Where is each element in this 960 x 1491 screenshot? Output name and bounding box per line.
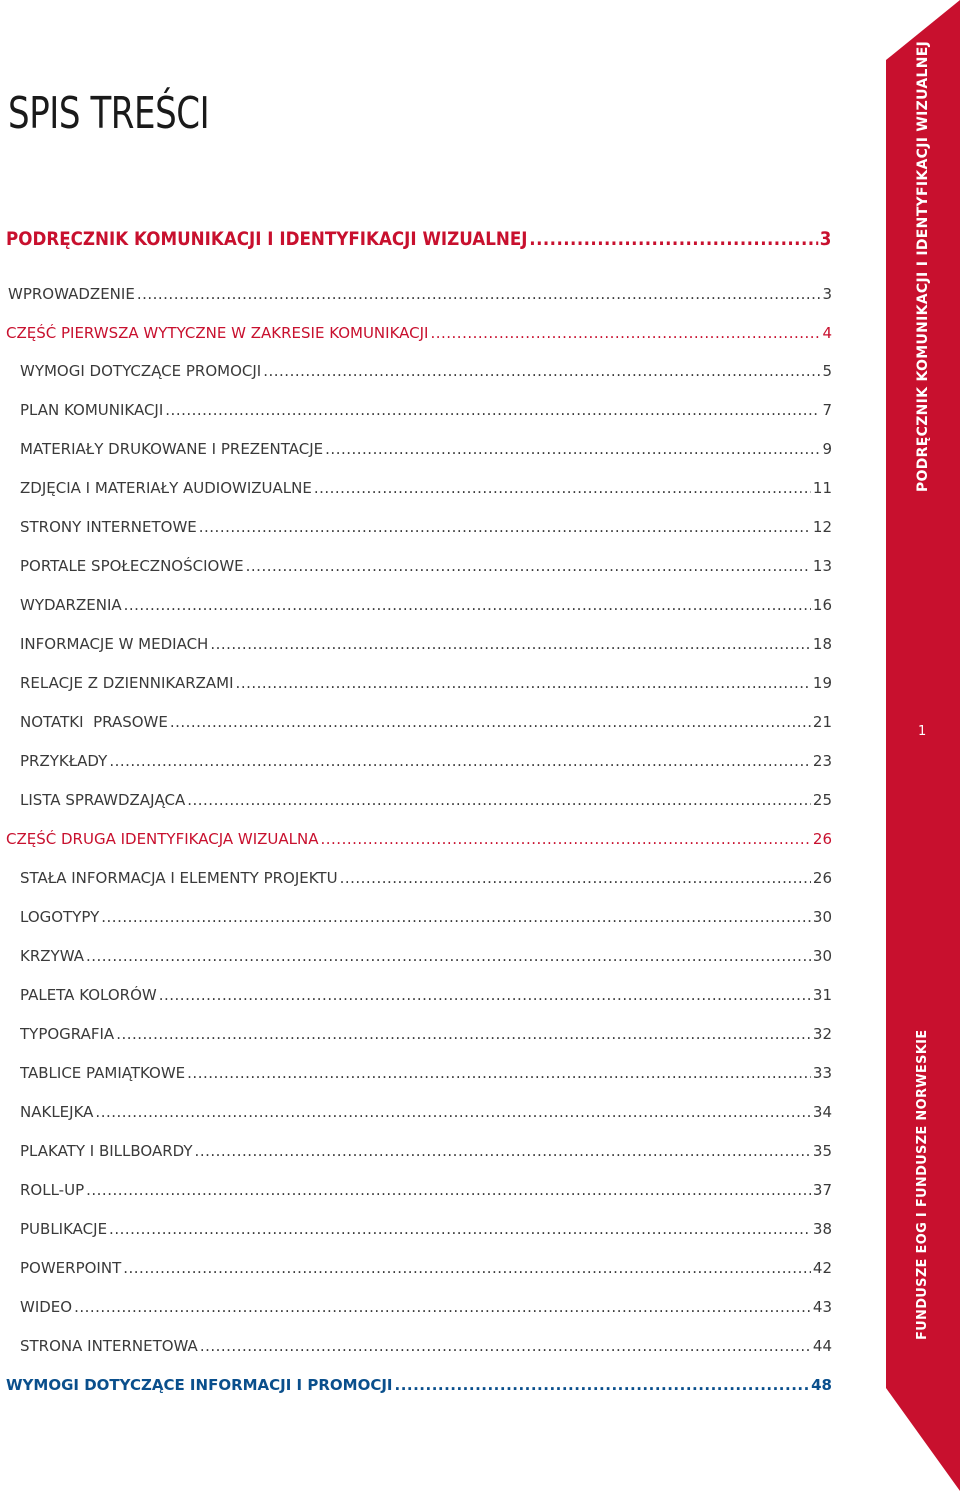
toc-item[interactable] (20, 1025, 832, 1043)
toc-page: 26 (812, 869, 832, 887)
toc-leader (109, 752, 811, 770)
toc-part-one[interactable] (6, 324, 832, 342)
toc-label: TYPOGRAFIA (20, 1025, 115, 1043)
toc-label: WYDARZENIA (20, 596, 122, 614)
toc-page: 32 (812, 1025, 832, 1043)
toc-label: WYMOGI DOTYCZĄCE PROMOCJI (20, 362, 262, 380)
toc-page: 48 (811, 1376, 832, 1394)
toc-leader (159, 986, 811, 1004)
toc-leader (314, 479, 811, 497)
toc-leader (246, 557, 811, 575)
toc-page: 19 (812, 674, 832, 692)
toc-leader (263, 362, 820, 380)
toc-label: STAŁA INFORMACJA I ELEMENTY PROJEKTU (20, 869, 338, 887)
toc-label: PUBLIKACJE (20, 1220, 108, 1238)
toc-item[interactable] (20, 947, 832, 965)
toc-part-three[interactable] (6, 1376, 832, 1394)
toc-item[interactable] (20, 479, 832, 497)
toc-item[interactable] (20, 401, 832, 419)
toc-item[interactable] (20, 1220, 832, 1238)
toc-label: WIDEO (20, 1298, 73, 1316)
toc-label: CZĘŚĆ DRUGA IDENTYFIKACJA WIZUALNA (6, 830, 319, 848)
toc-label: WPROWADZENIE (8, 285, 135, 303)
toc-leader (325, 440, 820, 458)
toc-label: STRONA INTERNETOWA (20, 1337, 198, 1355)
toc-leader (101, 908, 811, 926)
toc-leader (109, 1220, 811, 1238)
toc-label: PORTALE SPOŁECZNOŚCIOWE (20, 557, 244, 575)
toc-label: PRZYKŁADY (20, 752, 108, 770)
toc-item[interactable] (20, 440, 832, 458)
toc-label: STRONY INTERNETOWE (20, 518, 197, 536)
toc-item[interactable] (20, 596, 832, 614)
toc-page: 7 (822, 401, 832, 419)
toc-page: 44 (812, 1337, 832, 1355)
toc-leader (200, 1337, 811, 1355)
toc-label: PLAN KOMUNIKACJI (20, 401, 164, 419)
toc-item[interactable] (20, 362, 832, 380)
toc-leader (74, 1298, 811, 1316)
toc-item[interactable] (20, 635, 832, 653)
toc-leader (187, 791, 811, 809)
toc-label: KRZYWA (20, 947, 84, 965)
toc-item[interactable] (20, 1142, 832, 1160)
toc-label: ROLL-UP (20, 1181, 85, 1199)
toc-page: 25 (812, 791, 832, 809)
toc-leader (340, 869, 811, 887)
toc-page: 13 (812, 557, 832, 575)
toc-page: 34 (812, 1103, 832, 1121)
toc-main-heading[interactable] (6, 228, 831, 250)
toc-label: NAKLEJKA (20, 1103, 94, 1121)
toc-label: LISTA SPRAWDZAJĄCA (20, 791, 186, 809)
toc-leader (86, 947, 811, 965)
toc-page: 16 (812, 596, 832, 614)
sidebar-bottom-label: FUNDUSZE EOG I FUNDUSZE NORWESKIE (915, 1029, 930, 1340)
toc-page: 30 (812, 908, 832, 926)
toc-page: 23 (812, 752, 832, 770)
toc-intro[interactable] (8, 285, 832, 303)
page-number: 1 (918, 724, 927, 739)
toc-label: PODRĘCZNIK KOMUNIKACJI I IDENTYFIKACJI WIZUALNEJ (6, 228, 528, 250)
toc-label: POWERPOINT (20, 1259, 122, 1277)
toc-item[interactable] (20, 674, 832, 692)
toc-leader (529, 228, 818, 250)
toc-item[interactable] (20, 986, 832, 1004)
page-title: SPIS TREŚCI (8, 88, 210, 139)
toc-item[interactable] (20, 1064, 832, 1082)
toc-page: 31 (812, 986, 832, 1004)
toc-label: ZDJĘCIA I MATERIAŁY AUDIOWIZUALNE (20, 479, 312, 497)
toc-leader (86, 1181, 811, 1199)
toc-page: 42 (812, 1259, 832, 1277)
toc-page: 18 (812, 635, 832, 653)
toc-page: 35 (812, 1142, 832, 1160)
toc-leader (124, 596, 811, 614)
toc-leader (165, 401, 820, 419)
toc-page: 21 (812, 713, 832, 731)
toc-page: 33 (812, 1064, 832, 1082)
toc-item[interactable] (20, 518, 832, 536)
toc-label: INFORMACJE W MEDIACH (20, 635, 209, 653)
toc-item[interactable] (20, 908, 832, 926)
toc-page: 4 (822, 324, 832, 342)
toc-item[interactable] (20, 713, 832, 731)
toc-page: 9 (822, 440, 832, 458)
toc-label: RELACJE Z DZIENNIKARZAMI (20, 674, 234, 692)
toc-page: 3 (819, 228, 832, 250)
toc-page: 26 (812, 830, 832, 848)
sidebar-bottom-cut (886, 1388, 960, 1491)
toc-leader (123, 1259, 811, 1277)
toc-leader (236, 674, 811, 692)
toc-label: MATERIAŁY DRUKOWANE I PREZENTACJE (20, 440, 324, 458)
sidebar-top-label: PODRĘCZNIK KOMUNIKACJI I IDENTYFIKACJI WIZUALNEJ (915, 40, 931, 492)
toc-leader (199, 518, 811, 536)
toc-page: 5 (822, 362, 832, 380)
toc-leader (195, 1142, 811, 1160)
toc-leader (116, 1025, 811, 1043)
toc-item[interactable] (20, 869, 832, 887)
toc-label: NOTATKI PRASOWE (20, 713, 168, 731)
toc-label: PLAKATY I BILLBOARDY (20, 1142, 193, 1160)
toc-leader (321, 830, 811, 848)
toc-part-two[interactable] (6, 830, 832, 848)
toc-item[interactable] (20, 1259, 832, 1277)
toc-leader (95, 1103, 810, 1121)
toc-item[interactable] (20, 557, 832, 575)
toc-item[interactable] (20, 1103, 832, 1121)
toc-label: TABLICE PAMIĄTKOWE (20, 1064, 186, 1082)
toc-page: 12 (812, 518, 832, 536)
toc-page: 43 (812, 1298, 832, 1316)
toc-leader (430, 324, 820, 342)
toc-item[interactable] (20, 1337, 832, 1355)
toc-item[interactable] (20, 752, 832, 770)
toc-label: PALETA KOLORÓW (20, 986, 157, 1004)
toc-leader (170, 713, 811, 731)
toc-item[interactable] (20, 1181, 832, 1199)
toc-page: 3 (822, 285, 832, 303)
toc-leader (395, 1376, 810, 1394)
toc-page: 11 (812, 479, 832, 497)
toc-leader (137, 285, 821, 303)
toc-leader (187, 1064, 811, 1082)
toc-item[interactable] (20, 791, 832, 809)
toc-label: CZĘŚĆ PIERWSZA WYTYCZNE W ZAKRESIE KOMUNIKACJI (6, 324, 429, 342)
toc-page: 30 (812, 947, 832, 965)
toc-page: 38 (812, 1220, 832, 1238)
toc-label: LOGOTYPY (20, 908, 100, 926)
toc-leader (210, 635, 811, 653)
toc-item[interactable] (20, 1298, 832, 1316)
toc-page: 37 (812, 1181, 832, 1199)
toc-label: WYMOGI DOTYCZĄCE INFORMACJI I PROMOCJI (6, 1376, 393, 1394)
